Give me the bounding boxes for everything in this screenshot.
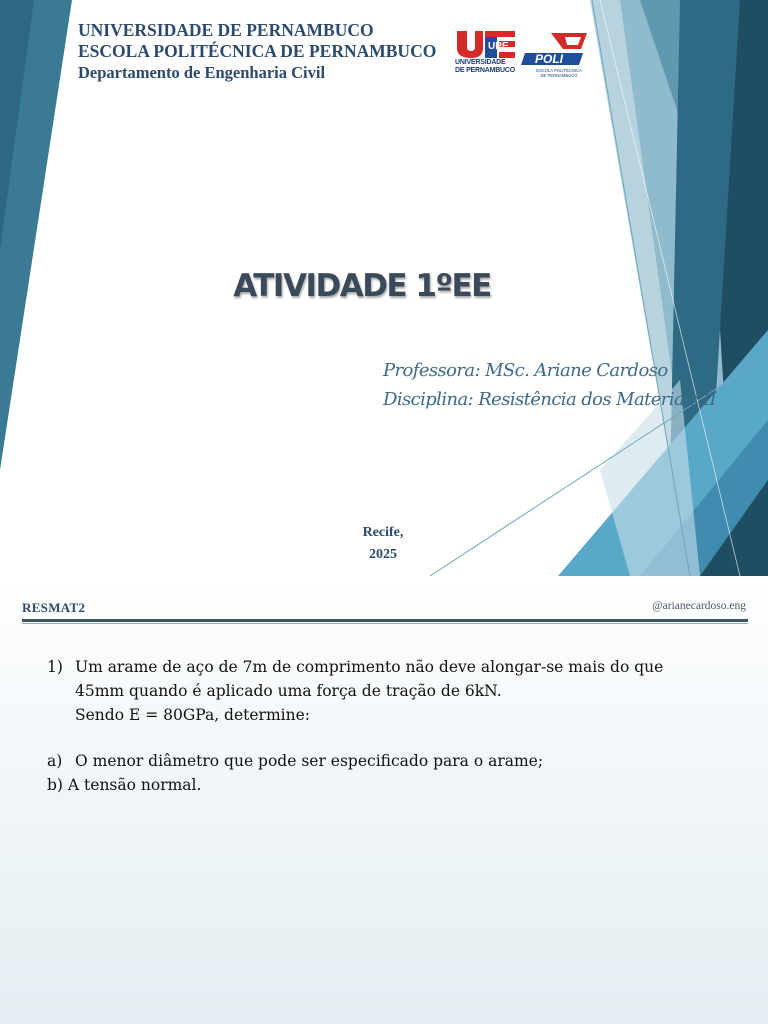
city: Recife,	[362, 525, 404, 540]
item-b-text: A tensão normal.	[67, 776, 202, 794]
svg-text:POLI: POLI	[535, 52, 564, 66]
course-code: RESMAT2	[22, 600, 86, 615]
item-a-label: a)	[47, 752, 63, 770]
author-handle: @arianecardoso.eng	[652, 600, 746, 612]
question-text-line1: Um arame de aço de 7m de comprimento não deve alongar-se mais do que	[75, 658, 664, 676]
item-a-text: O menor diâmetro que pode ser especificado para o arame;	[75, 752, 544, 770]
place-date	[330, 522, 436, 566]
upe-logo-mark	[455, 29, 517, 59]
year: 2025	[369, 547, 397, 562]
school-name: ESCOLA POLITÉCNICA DE PERNAMBUCO	[78, 41, 437, 61]
slide-title: ATIVIDADE 1ºEE	[233, 268, 491, 304]
question-text-line2: 45mm quando é aplicado uma força de tração de 6kN.	[75, 682, 502, 700]
poli-logo-subtitle: ESCOLA POLITÉCNICA DE PERNAMBUCO	[536, 68, 582, 78]
header-divider	[22, 619, 748, 622]
item-a	[47, 749, 747, 773]
upe-logo-text: UNIVERSIDADE DE PERNAMBUCO	[455, 59, 516, 74]
course-info	[383, 356, 716, 414]
item-b-label: b)	[47, 776, 63, 794]
question-number: 1)	[47, 658, 63, 676]
department-name: Departamento de Engenharia Civil	[78, 63, 326, 82]
upe-logo	[455, 29, 517, 79]
university-name: UNIVERSIDADE DE PERNAMBUCO	[78, 20, 374, 40]
question-text-line3: Sendo E = 80GPa, determine:	[75, 706, 310, 724]
question-line	[47, 655, 747, 679]
exercise-question	[47, 655, 747, 797]
svg-text:UPE: UPE	[488, 41, 509, 52]
exercise-slide	[0, 576, 768, 1024]
poli-logo	[521, 31, 589, 79]
poli-logo-mark	[521, 31, 589, 69]
header-divider-thin	[22, 623, 748, 624]
institution-header	[78, 20, 436, 83]
course-line: Disciplina: Resistência dos Materiais II	[383, 389, 717, 410]
item-b	[47, 773, 747, 797]
teacher-line: Professora: MSc. Ariane Cardoso	[383, 360, 668, 381]
